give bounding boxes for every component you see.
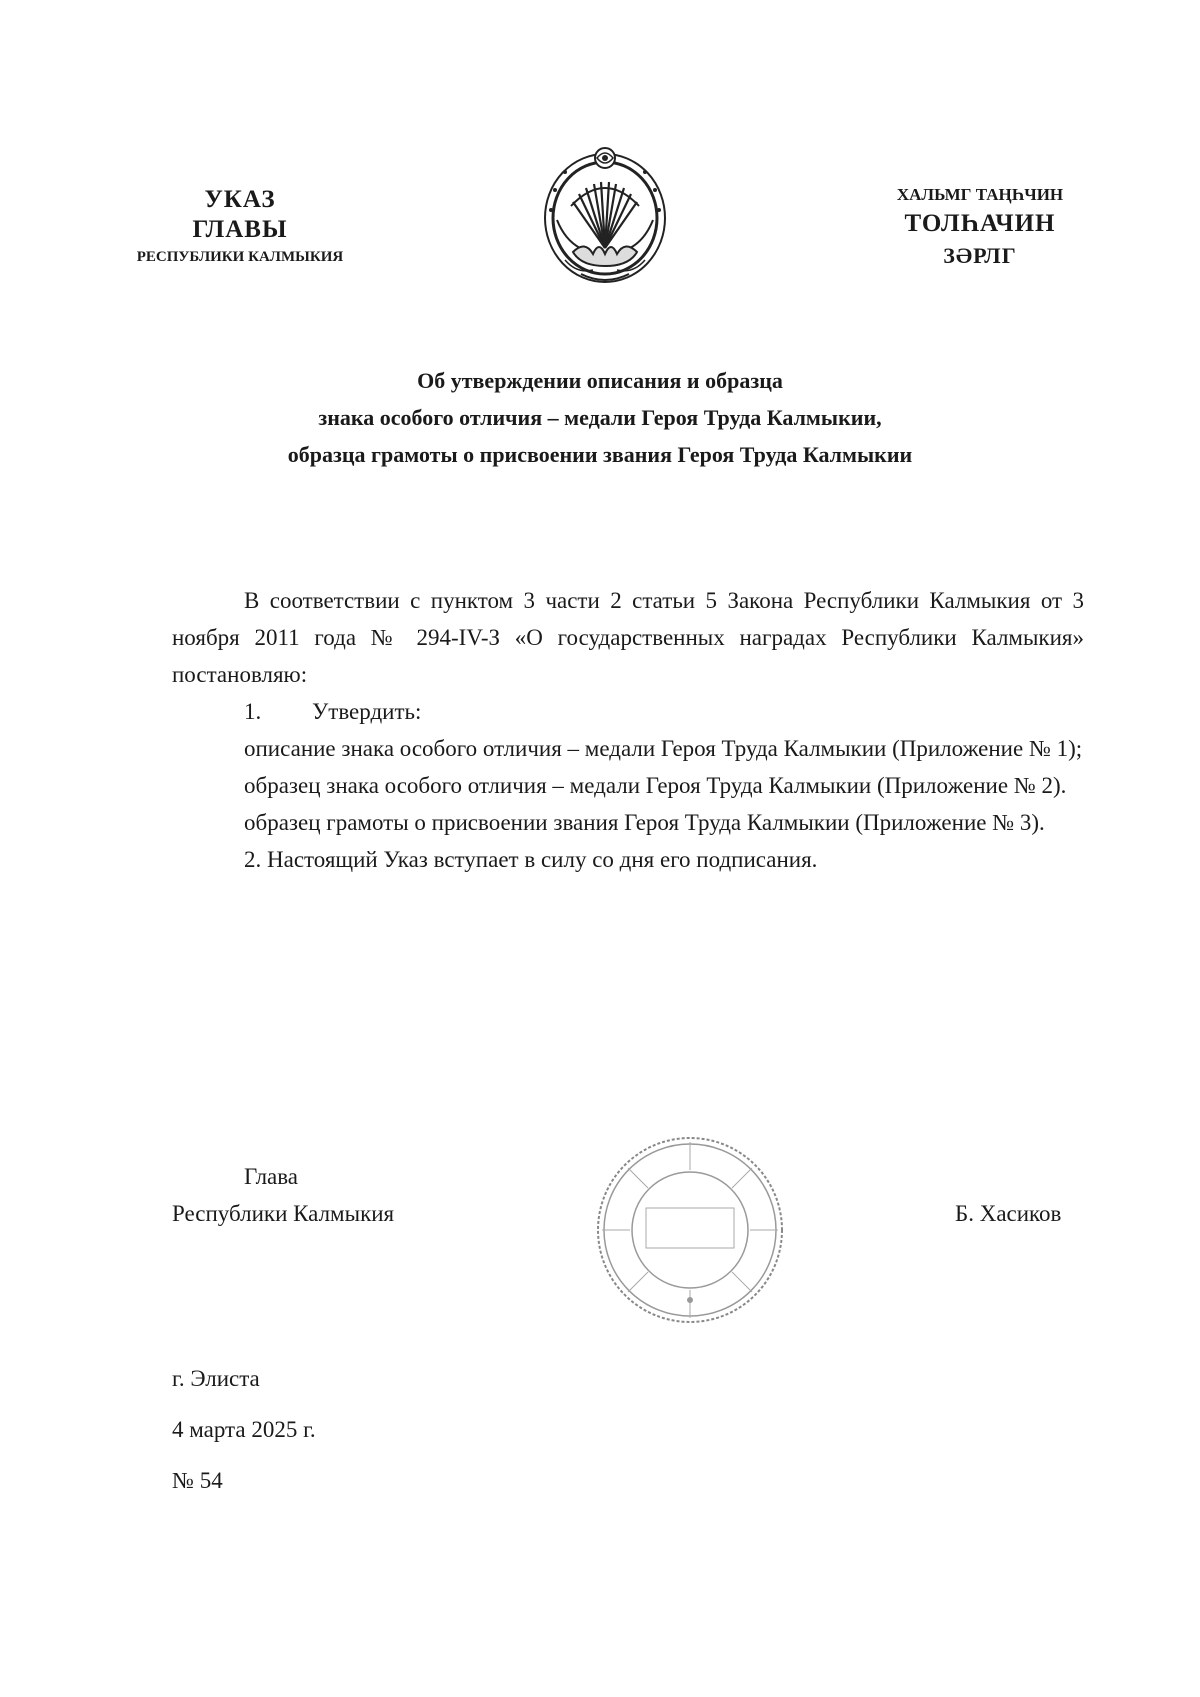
document-title [150, 362, 1050, 473]
footer-date: 4 марта 2025 г. [172, 1417, 316, 1442]
title-line3: образца грамоты о присвоении звания Героя Труда Калмыкии [287, 442, 913, 467]
body-item2: 2. Настоящий Указ вступает в силу со дня его подписания. [244, 847, 818, 872]
signature-position [172, 1158, 394, 1232]
title-line1: Об утверждении описания и образца [417, 368, 783, 393]
signature-name: Б. Хасиков [955, 1201, 1062, 1226]
header-left-line2: ГЛАВЫ [192, 216, 288, 243]
footer-number: № 54 [172, 1468, 223, 1493]
item1-text: Утвердить: [312, 699, 422, 724]
signature-position-line2: Республики Калмыкия [172, 1201, 395, 1226]
official-stamp [590, 1130, 790, 1330]
header-left-line3: РЕСПУБЛИКИ КАЛМЫКИЯ [136, 249, 344, 265]
body-sub1: описание знака особого отличия – медали Героя Труда Калмыкии (Приложение № 1); [244, 736, 1083, 761]
header-right-line3: ЗӘРЛГ [943, 243, 1017, 268]
signature-position-line1: Глава [244, 1164, 299, 1189]
document-body [172, 582, 1084, 878]
body-sub2: образец знака особого отличия – медали Героя Труда Калмыкии (Приложение № 2). [244, 773, 1067, 798]
footer-city: г. Элиста [172, 1366, 260, 1391]
header-right-line1: ХАЛЬМГ ТАҢҺЧИН [896, 185, 1064, 204]
body-sub3: образец грамоты о присвоении звания Героя Труда Калмыкии (Приложение № 3). [244, 810, 1045, 835]
header-right-line2: ТОЛҺАЧИН [904, 210, 1056, 237]
header-right [850, 182, 1110, 272]
item1-number: 1. [244, 699, 262, 724]
document-footer [172, 1360, 316, 1513]
title-line2: знака особого отличия – медали Героя Труда Калмыкии, [318, 405, 882, 430]
header-left-line1: УКАЗ [204, 186, 276, 213]
coat-of-arms-emblem [535, 140, 675, 300]
body-item1 [172, 693, 1084, 730]
body-intro-paragraph: В соответствии с пунктом 3 части 2 статьи 5 Закона Республики Калмыкия от 3 ноября 2011 года № 294-IV-З «О государственных наградах Республики Калмыкия» постановляю: [172, 588, 1084, 687]
header-left [60, 185, 420, 269]
